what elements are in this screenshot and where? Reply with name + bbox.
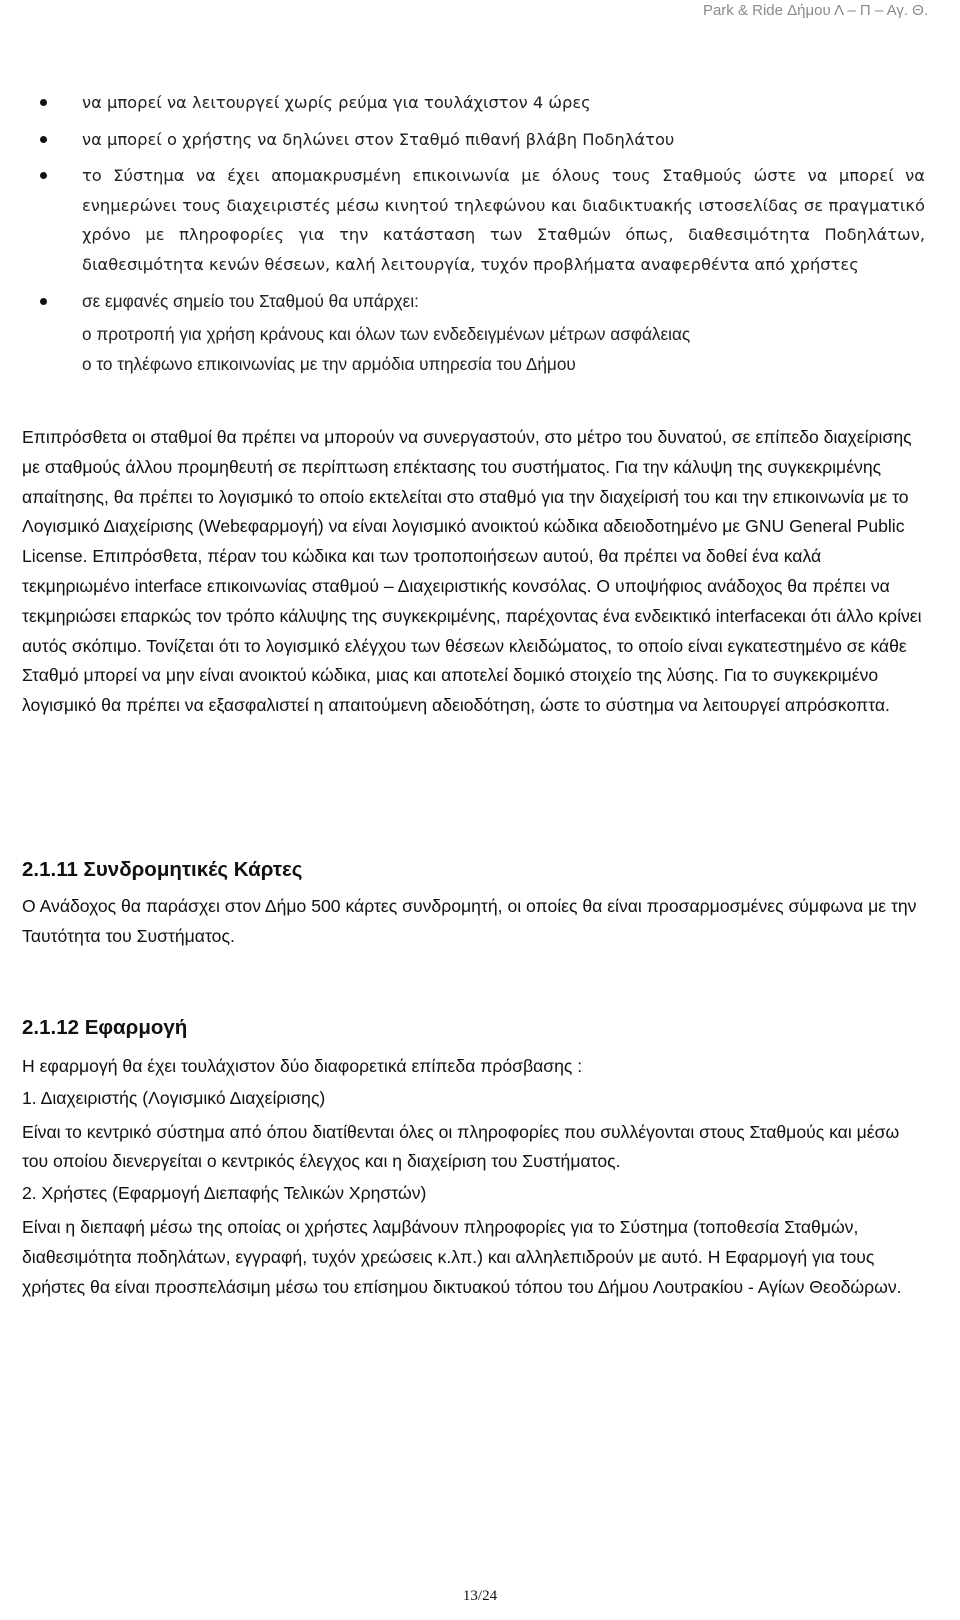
bullet-dot-icon xyxy=(40,136,47,143)
running-header: Park & Ride Δήμου Λ – Π – Αγ. Θ. xyxy=(702,2,928,19)
bullet-item xyxy=(40,88,925,118)
subscriber-cards-paragraph xyxy=(22,892,927,952)
access-level-1-text: Είναι το κεντρικό σύστημα από όπου διατίθενται όλες οι πληροφορίες που συλλέγονται στους Σταθμούς και μέσω του οποίου διενεργείται ο κεντρικός έλεγχος και η διαχείριση του Συστήματος. xyxy=(22,1121,900,1172)
requirements-bullet-list xyxy=(40,88,925,386)
application-intro: Η εφαρμογή θα έχει τουλάχιστον δύο διαφορετικά επίπεδα πρόσβασης : xyxy=(22,1056,583,1076)
station-signage-sublist xyxy=(82,320,925,379)
sublist-item: ο προτροπή για χρήση κράνους και όλων των ενδεδειγμένων μέτρων ασφάλειας xyxy=(82,324,691,345)
application-section-body xyxy=(22,1052,927,1302)
access-level-1-title: 1. Διαχειριστής (Λογισμικό Διαχείρισης) xyxy=(22,1087,326,1108)
bullet-item xyxy=(40,287,925,380)
access-level-2-title: 2. Χρήστες (Εφαρμογή Διεπαφής Τελικών Χρηστών) xyxy=(22,1183,427,1204)
access-level-2-text: Είναι η διεπαφή μέσω της οποίας οι χρήστες λαμβάνουν πληροφορίες για το Σύστημα (τοποθεσία Σταθμών, διαθεσιμότητα ποδηλάτων, εγγραφή, τυχόν χρεώσεις κ.λπ.) και αλληλεπιδρούν με αυτό. Η Εφαρμογή για τους χρήστες θα είναι προσπελάσιμη μέσω του επίσημου δικτυακού τόπου του Δήμου Λουτρακίου - Αγίων Θεοδώρων. xyxy=(22,1216,902,1297)
bullet-text: να μπορεί ο χρήστης να δηλώνει στον Σταθμό πιθανή βλάβη Ποδηλάτου xyxy=(82,129,675,149)
page-number: 13/24 xyxy=(462,1588,498,1604)
section-heading-application: 2.1.12 Εφαρμογή xyxy=(22,1016,188,1039)
sublist-item: ο το τηλέφωνο επικοινωνίας με την αρμόδια υπηρεσία του Δήμου xyxy=(82,353,576,374)
paragraph-text: Ο Ανάδοχος θα παράσχει στον Δήμο 500 κάρτες συνδρομητή, οι οποίες θα είναι προσαρμοσμένες σύμφωνα με την Ταυτότητα του Συστήματος. xyxy=(22,896,917,946)
bullet-text: να μπορεί να λειτουργεί χωρίς ρεύμα για τουλάχιστον 4 ώρες xyxy=(82,93,591,112)
bullet-dot-icon xyxy=(40,298,47,305)
bullet-dot-icon xyxy=(40,172,47,179)
bullet-text: σε εμφανές σημείο του Σταθμού θα υπάρχει: xyxy=(82,290,419,311)
section-heading-subscriber-cards: 2.1.11 Συνδρομητικές Κάρτες xyxy=(22,858,303,881)
paragraph-text: Επιπρόσθετα οι σταθμοί θα πρέπει να μπορούν να συνεργαστούν, στο μέτρο του δυνατού, σε επίπεδο διαχείρισης με σταθμούς άλλου προμηθευτή σε περίπτωση επέκτασης του συστήματος. Για την κάλυψη της συγκεκριμένης απαίτησης, θα πρέπει το λογισμικό το οποίο εκτελείται στο σταθμό για την διαχείρισή του και την επικοινωνία με το Λογισμικό Διαχείρισης (Webεφαρμογή) να είναι λογισμικό ανοικτού κώδικα αδειοδοτημένο με GNU General Public License. Επιπρόσθετα, πέραν του κώδικα και των τροποποιήσεων αυτού, θα πρέπει να δοθεί ένα καλά τεκμηριωμένο interface επικοινωνίας σταθμού – Διαχειριστικής κονσόλας. Ο υποψήφιος ανάδοχος θα πρέπει να τεκμηριώσει επαρκώς τον τρόπο κάλυψης της συγκεκριμένης, παρέχοντας ένα ενδεικτικό interfaceκαι ότι άλλο κρίνει αυτός σκόπιμο. Τονίζεται ότι το λογισμικό ελέγχου των θέσεων κλειδώματος, το οποίο είναι εγκατεστημένο σε κάθε Σταθμό μπορεί να μην είναι ανοικτού κώδικα, μιας και αποτελεί δομικό στοιχείο της λύσης. Για το συγκεκριμένο λογισμικό θα πρέπει να εξασφαλιστεί η απαιτούμενη αδειοδότηση, ώστε το σύστημα να λειτουργεί απρόσκοπτα. xyxy=(22,427,922,716)
bullet-text: το Σύστημα να έχει απομακρυσμένη επικοινωνία με όλους τους Σταθμούς ώστε να μπορεί να ενημερώνει τους διαχειριστές μέσω κινητού τηλεφώνου και διαδικτυακής ιστοσελίδας σε πραγματικό χρόνο με πληροφορίες για την κατάσταση των Σταθμών όπως, διαθεσιμότητα Ποδηλάτων, διαθεσιμότητα κενών θέσεων, καλή λειτουργία, τυχόν προβλήματα αναφερθέντα από χρήστες xyxy=(82,166,925,274)
bullet-item xyxy=(40,161,925,279)
interoperability-paragraph xyxy=(22,423,927,721)
bullet-item xyxy=(40,125,925,155)
bullet-dot-icon xyxy=(40,99,47,106)
